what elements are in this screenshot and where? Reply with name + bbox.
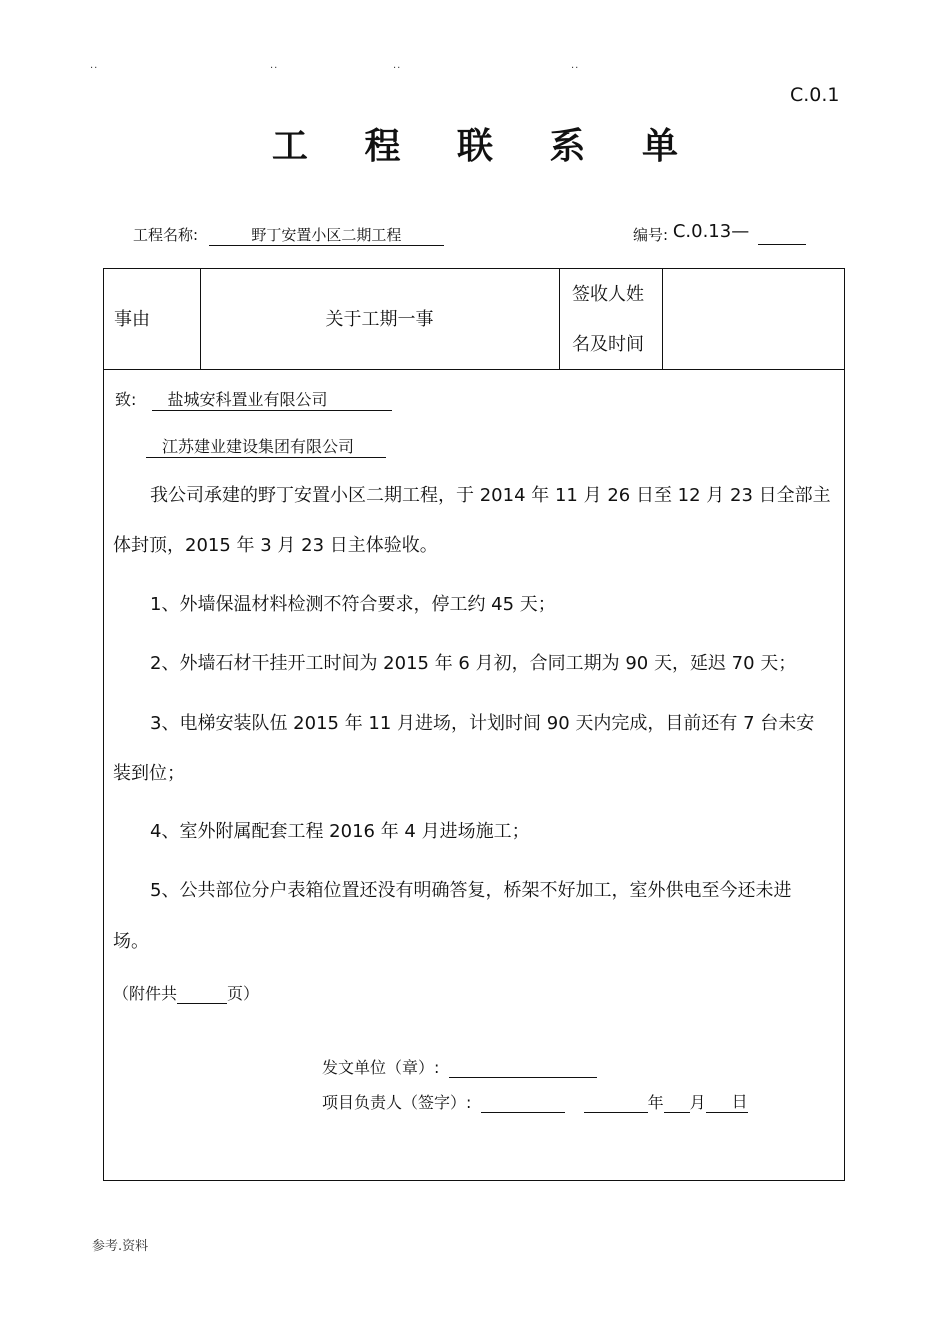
subject-label: 事由 (114, 309, 150, 330)
receiver-label-line1: 签收人姓 (572, 284, 644, 305)
project-name-label: 工程名称: (133, 226, 199, 244)
header-dots: .. (393, 60, 402, 71)
day-label: 日 (732, 1089, 748, 1113)
item-3-line-1: 3、电梯安装队伍 2015 年 11 月进场，计划时间 90 天内完成，目前还有 7 台未安 (150, 713, 815, 734)
item-4: 4、室外附属配套工程 2016 年 4 月进场施工； (150, 821, 530, 842)
attachment-prefix: （附件共 (113, 984, 178, 1003)
manager-row (322, 1089, 748, 1113)
receiver-label-line2: 名及时间 (572, 334, 644, 355)
divider (559, 269, 560, 369)
recipient-2-text: 江苏建业建设集团有限公司 (162, 437, 355, 456)
sender-row (322, 1055, 597, 1078)
divider (662, 269, 663, 369)
recipient-2 (146, 434, 386, 458)
sender-seal-field (449, 1061, 597, 1078)
sender-label: 发文单位（章）: (322, 1058, 440, 1077)
day-field (706, 1096, 732, 1113)
item-2: 2、外墙石材干挂开工时间为 2015 年 6 月初，合同工期为 90 天，延迟 70 天； (150, 653, 797, 674)
month-field (664, 1096, 690, 1113)
recipient-1 (152, 387, 392, 411)
to-row (115, 387, 392, 411)
header-dots: .. (90, 60, 99, 71)
attachment-suffix: 页） (227, 984, 260, 1003)
to-label: 致: (115, 390, 137, 409)
divider (104, 369, 844, 370)
intro-line-2: 体封顶，2015 年 3 月 23 日主体验收。 (113, 535, 438, 556)
number-label: 编号: (633, 226, 669, 244)
number-blank (758, 226, 806, 245)
recipient-2-row (146, 434, 386, 458)
item-5-line-1: 5、公共部位分户表箱位置还没有明确答复，桥架不好加工，室外供电至今还未进 (150, 880, 792, 901)
header-dots: .. (270, 60, 279, 71)
footer-text: 参考.资料 (92, 1239, 149, 1254)
attachment-count-field (177, 987, 227, 1004)
year-label: 年 (647, 1093, 664, 1112)
item-1: 1、外墙保温材料检测不符合要求，停工约 45 天； (150, 594, 556, 615)
page-title: 工 程 联 系 单 (271, 126, 701, 167)
number-row (633, 221, 806, 245)
attachment-row (113, 981, 259, 1004)
project-name-row (133, 224, 444, 246)
recipient-1-text: 盐城安科置业有限公司 (167, 390, 328, 409)
subject-value: 关于工期一事 (325, 309, 434, 330)
year-field (584, 1096, 648, 1113)
project-name-value: 野丁安置小区二期工程 (209, 224, 444, 246)
item-3-line-2: 装到位； (113, 763, 185, 784)
month-label: 月 (689, 1093, 706, 1112)
intro-line-1: 我公司承建的野丁安置小区二期工程，于 2014 年 11 月 26 日至 12 月 23 日全部主 (150, 485, 831, 506)
form-code: C.0.1 (790, 84, 840, 106)
receiver-signature-field (664, 271, 842, 367)
number-value: C.0.13— (672, 221, 750, 242)
manager-signature-field (481, 1096, 565, 1113)
header-dots: .. (571, 60, 580, 71)
item-5-line-2: 场。 (113, 931, 149, 952)
manager-label: 项目负责人（签字）: (322, 1093, 472, 1112)
